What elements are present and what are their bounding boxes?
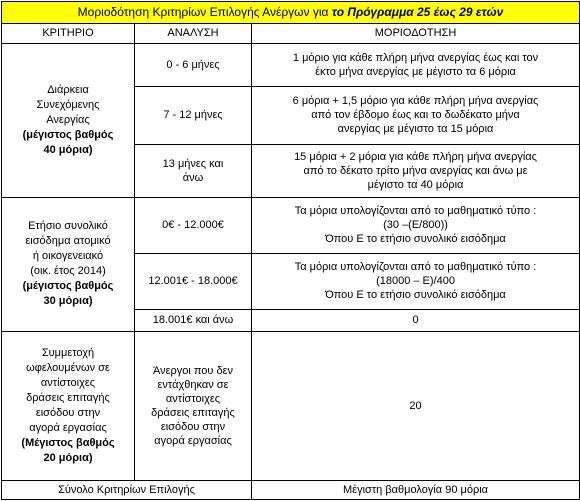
- scoring-cell: [252, 198, 580, 253]
- range-cell: [135, 331, 252, 481]
- scoring-cell: [252, 144, 580, 197]
- criterion-name-line: ωφελουμένων σε: [26, 362, 110, 375]
- scoring-cell: 20: [252, 331, 580, 481]
- scoring-line: από τον έβδομο έως και το δωδέκατο μήνα: [311, 109, 520, 122]
- scoring-cell: 0: [252, 310, 580, 332]
- header-criterion: ΚΡΙΤΗΡΙΟ: [2, 23, 135, 44]
- range-cell: 0 - 6 μήνες: [135, 44, 252, 87]
- scoring-line: ανεργίας με μέγιστο τα 15 μόρια: [337, 123, 494, 136]
- header-scoring: ΜΟΡΙΟΔΟΤΗΣΗ: [252, 23, 580, 44]
- scoring-line: μέγιστο τα 40 μόρια: [367, 178, 464, 191]
- range-line: εισόδου στην: [160, 421, 226, 434]
- scoring-line: έκτο μήνα ανεργίας με μέγιστο τα 6 μόρια: [315, 66, 516, 79]
- range-line: άνω: [182, 171, 204, 184]
- range-line: αντίστοιχες: [165, 393, 221, 406]
- criterion-max-line: 40 μόρια): [43, 144, 93, 157]
- criterion-name-line: Ανεργίας: [46, 114, 90, 127]
- scoring-line: 1 μόριο για κάθε πλήρη μήνα ανεργίας έως και τον: [292, 52, 539, 65]
- criterion-name-line: Συνεχόμενης: [36, 99, 100, 112]
- scoring-line: (18000 – Ε)/400: [376, 275, 455, 288]
- scoring-cell: [252, 253, 580, 309]
- criteria-scoring-table: [1, 1, 580, 500]
- criterion-annual-income: [2, 198, 135, 331]
- criterion-unemployment-duration: [2, 44, 135, 198]
- range-line: αγορά εργασίας: [154, 435, 232, 448]
- range-cell: 12.001€ - 18.000€: [135, 253, 252, 309]
- footer-total-label: Σύνολο Κριτηρίων Επιλογής: [2, 481, 252, 500]
- criterion-name-line: εισόδημα ατομικό: [25, 235, 111, 248]
- criterion-max-line: (Μέγιστος βαθμός: [21, 437, 115, 450]
- criterion-name-line: Διάρκεια: [47, 84, 89, 97]
- scoring-line: 15 μόρια + 2 μόρια για κάθε πλήρη μήνα ανεργίας: [294, 150, 537, 163]
- title-emphasis: το Πρόγραμμα 25 έως 29 ετών: [331, 5, 504, 20]
- range-cell: 7 - 12 μήνες: [135, 87, 252, 145]
- criterion-name-line: αντίστοιχες: [40, 377, 96, 390]
- scoring-cell: [252, 44, 580, 87]
- title-prefix: Μοριοδότηση Κριτηρίων Επιλογής Ανέργων για: [77, 5, 332, 20]
- header-analysis: ΑΝΑΛΥΣΗ: [135, 23, 252, 44]
- range-line: εντάχθηκαν σε: [157, 379, 229, 392]
- range-line: Άνεργοι που δεν: [152, 365, 234, 378]
- scoring-line: (30 –(Ε/800)): [383, 219, 448, 232]
- scoring-line: Όπου Ε το ετήσιο συνολικό εισόδημα: [325, 289, 506, 302]
- criterion-name-line: ή οικογενειακό: [32, 250, 104, 263]
- scoring-cell: [252, 87, 580, 145]
- range-cell: 18.001€ και άνω: [135, 310, 252, 332]
- criterion-voucher-participation: [2, 331, 135, 481]
- scoring-line: Όπου Ε το ετήσιο συνολικό εισόδημα: [325, 233, 506, 246]
- criterion-name-line: εισόδου στην: [35, 407, 101, 420]
- range-cell: [135, 144, 252, 197]
- range-line: 13 μήνες και: [162, 157, 224, 170]
- criterion-name-line: Ετήσιο συνολικό: [28, 220, 108, 233]
- criterion-name-line: (οικ. έτος 2014): [30, 265, 106, 278]
- scoring-line: 6 μόρια + 1,5 μόριο για κάθε πλήρη μήνα ανεργίας: [292, 95, 539, 108]
- criterion-name-line: δράσεις επιταγής: [26, 392, 110, 405]
- criterion-max-line: 20 μόρια): [43, 452, 93, 465]
- scoring-line: Τα μόρια υπολογίζονται από το μαθηματικό τύπο :: [294, 261, 537, 274]
- criterion-max-line: (μέγιστος βαθμός: [22, 129, 114, 142]
- criterion-max-line: 30 μόρια): [43, 295, 93, 308]
- range-cell: 0€ - 12.000€: [135, 198, 252, 253]
- scoring-line: Τα μόρια υπολογίζονται από το μαθηματικό τύπο :: [294, 205, 537, 218]
- footer-max-score: Μέγιστη βαθμολογία 90 μόρια: [252, 481, 580, 500]
- criterion-name-line: Συμμετοχή: [41, 347, 95, 360]
- criterion-max-line: (μέγιστος βαθμός: [22, 280, 114, 293]
- criterion-name-line: αγορά εργασίας: [29, 422, 107, 435]
- table-title: [2, 2, 580, 24]
- range-line: δράσεις επιταγής: [151, 407, 235, 420]
- scoring-line: από το δέκατο τρίτο μήνα ανεργίας και άνω με: [303, 164, 528, 177]
